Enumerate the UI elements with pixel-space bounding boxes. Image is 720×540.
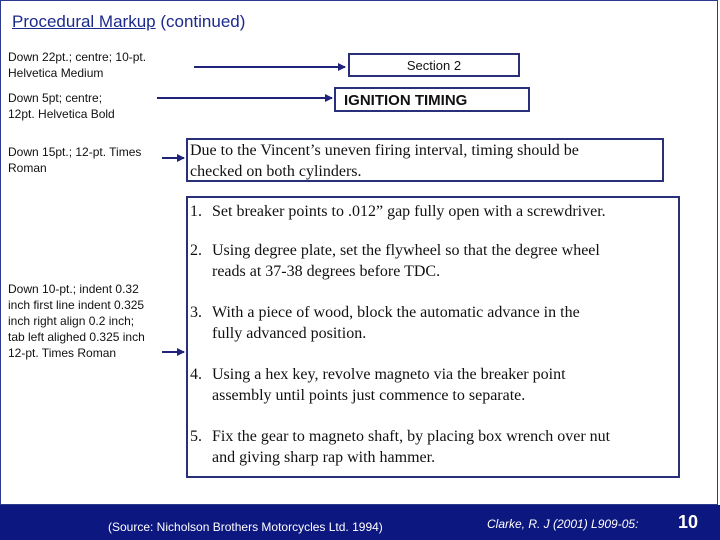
step-line: Fix the gear to magneto shaft, by placing box wrench over nut (212, 428, 611, 445)
citation: Clarke, R. J (2001) L909-05: (487, 517, 639, 531)
annotation-line: 12pt. Helvetica Bold (8, 107, 115, 121)
step-number: 4. (190, 366, 202, 383)
annotation-line: Helvetica Medium (8, 66, 104, 80)
step-line: and giving sharp rap with hammer. (212, 449, 436, 466)
step-number: 5. (190, 428, 202, 445)
paragraph-line: Due to the Vincent’s uneven firing interval, timing should be (190, 142, 579, 159)
step-line: Using a hex key, revolve magneto via the breaker point (212, 366, 566, 383)
page-number: 10 (678, 512, 699, 532)
annotation-line: Down 15pt.; 12-pt. Times (8, 145, 142, 159)
annotation-line: Down 5pt; centre; (8, 91, 103, 105)
step-line: assembly until points just commence to separate. (212, 387, 526, 404)
source-credit: (Source: Nicholson Brothers Motorcycles Ltd. 1994) (108, 520, 383, 534)
annotation-line: 12-pt. Times Roman (8, 346, 117, 360)
annotation-line: Down 22pt.; centre; 10-pt. (8, 50, 147, 64)
subheading: IGNITION TIMING (344, 92, 468, 109)
annotation-line: inch right align 0.2 inch; (8, 314, 135, 328)
paragraph-line: checked on both cylinders. (190, 163, 362, 180)
step-line: Using degree plate, set the flywheel so that the degree wheel (212, 242, 600, 259)
slide-title-suffix: (continued) (155, 12, 246, 31)
step-number: 3. (190, 304, 202, 321)
step-line: Set breaker points to .012” gap fully open with a screwdriver. (212, 203, 606, 220)
annotation-line: Down 10-pt.; indent 0.32 (8, 282, 139, 296)
annotation-line: Roman (8, 161, 47, 175)
annotation-line: tab left alighed 0.325 inch (8, 330, 145, 344)
step-number: 1. (190, 203, 202, 220)
footer-bar (0, 505, 720, 540)
step-line: With a piece of wood, block the automatic advance in the (212, 304, 580, 321)
step-number: 2. (190, 242, 202, 259)
annotation-line: inch first line indent 0.325 (8, 298, 145, 312)
section-heading: Section 2 (406, 58, 462, 73)
step-line: reads at 37-38 degrees before TDC. (212, 263, 441, 280)
slide-title-main: Procedural Markup (12, 12, 156, 31)
step-line: fully advanced position. (212, 325, 367, 342)
